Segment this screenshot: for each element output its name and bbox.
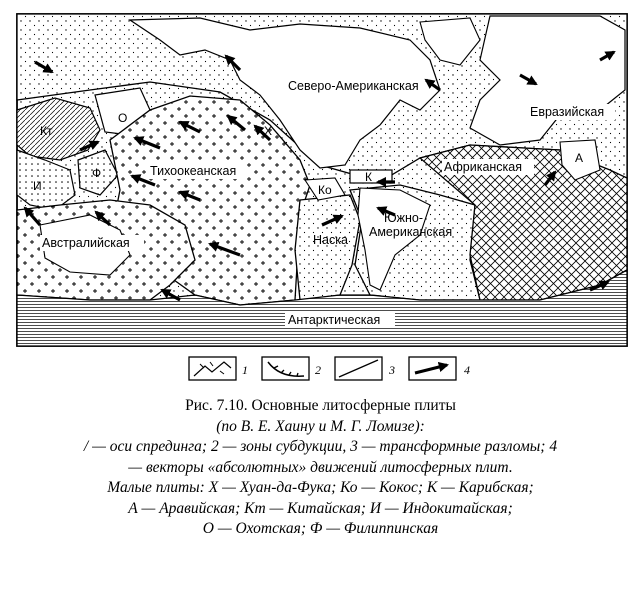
label-african-plate: Африканская (444, 160, 523, 174)
label-south-american-plate-line-1: Южно- (384, 211, 424, 225)
legend-item-spreading (189, 357, 248, 380)
label-chinese: Кт (40, 124, 53, 138)
legend-swatch-spreading (189, 357, 236, 380)
label-cocos: Ко (318, 183, 332, 197)
legend-num-2: 2 (315, 363, 321, 377)
figure-caption (0, 396, 641, 540)
label-pacific-plate: Тихоокеанская (150, 164, 237, 178)
label-south-american-plate-line-2: Американская (369, 225, 453, 239)
legend-item-transform (335, 357, 395, 380)
label-indochinese: И (33, 179, 42, 193)
caption-small-plates-line-2: А — Аравийская; Кт — Китайская; И — Индокитайская; (128, 499, 513, 517)
legend-num-3: 3 (389, 363, 395, 377)
caption-small-plates-line-3: О — Охотская; Ф — Филиппинская (202, 520, 439, 537)
label-australian-plate: Австралийская (42, 236, 130, 250)
label-nazca-plate: Наска (313, 233, 348, 247)
map-area (17, 14, 627, 346)
legend-item-subduction (262, 357, 321, 380)
caption-legend-line-2: — векторы «абсолютных» движений литосферных плит. (128, 458, 513, 476)
label-caribbean: К (365, 170, 372, 184)
legend-item-vector (409, 357, 470, 380)
label-eurasian-plate: Евразийская (530, 105, 605, 119)
label-north-american-plate: Северо-Американская (288, 79, 419, 93)
label-arabian: А (575, 151, 584, 165)
legend (189, 357, 470, 380)
caption-small-plates-line-1: Малые плиты: Х — Хуан-да-Фука; Ко — Кокос; К — Карибская; (107, 479, 534, 496)
caption-source: (по В. Е. Хаину и М. Г. Ломизе): (216, 417, 425, 435)
label-philippine: Ф (92, 166, 102, 180)
legend-num-1: 1 (242, 363, 248, 377)
chinese-plate-region (17, 98, 100, 160)
legend-num-4: 4 (464, 363, 470, 377)
label-juan-de-fuca: Х (264, 124, 273, 138)
caption-title: Рис. 7.10. Основные литосферные плиты (185, 397, 456, 414)
caption-legend-line-1: / — оси спрединга; 2 — зоны субдукции, 3 — трансформные разломы; 4 (83, 438, 558, 455)
label-antarctic-plate: Антарктическая (288, 313, 381, 327)
label-okhotsk: О (118, 111, 128, 125)
